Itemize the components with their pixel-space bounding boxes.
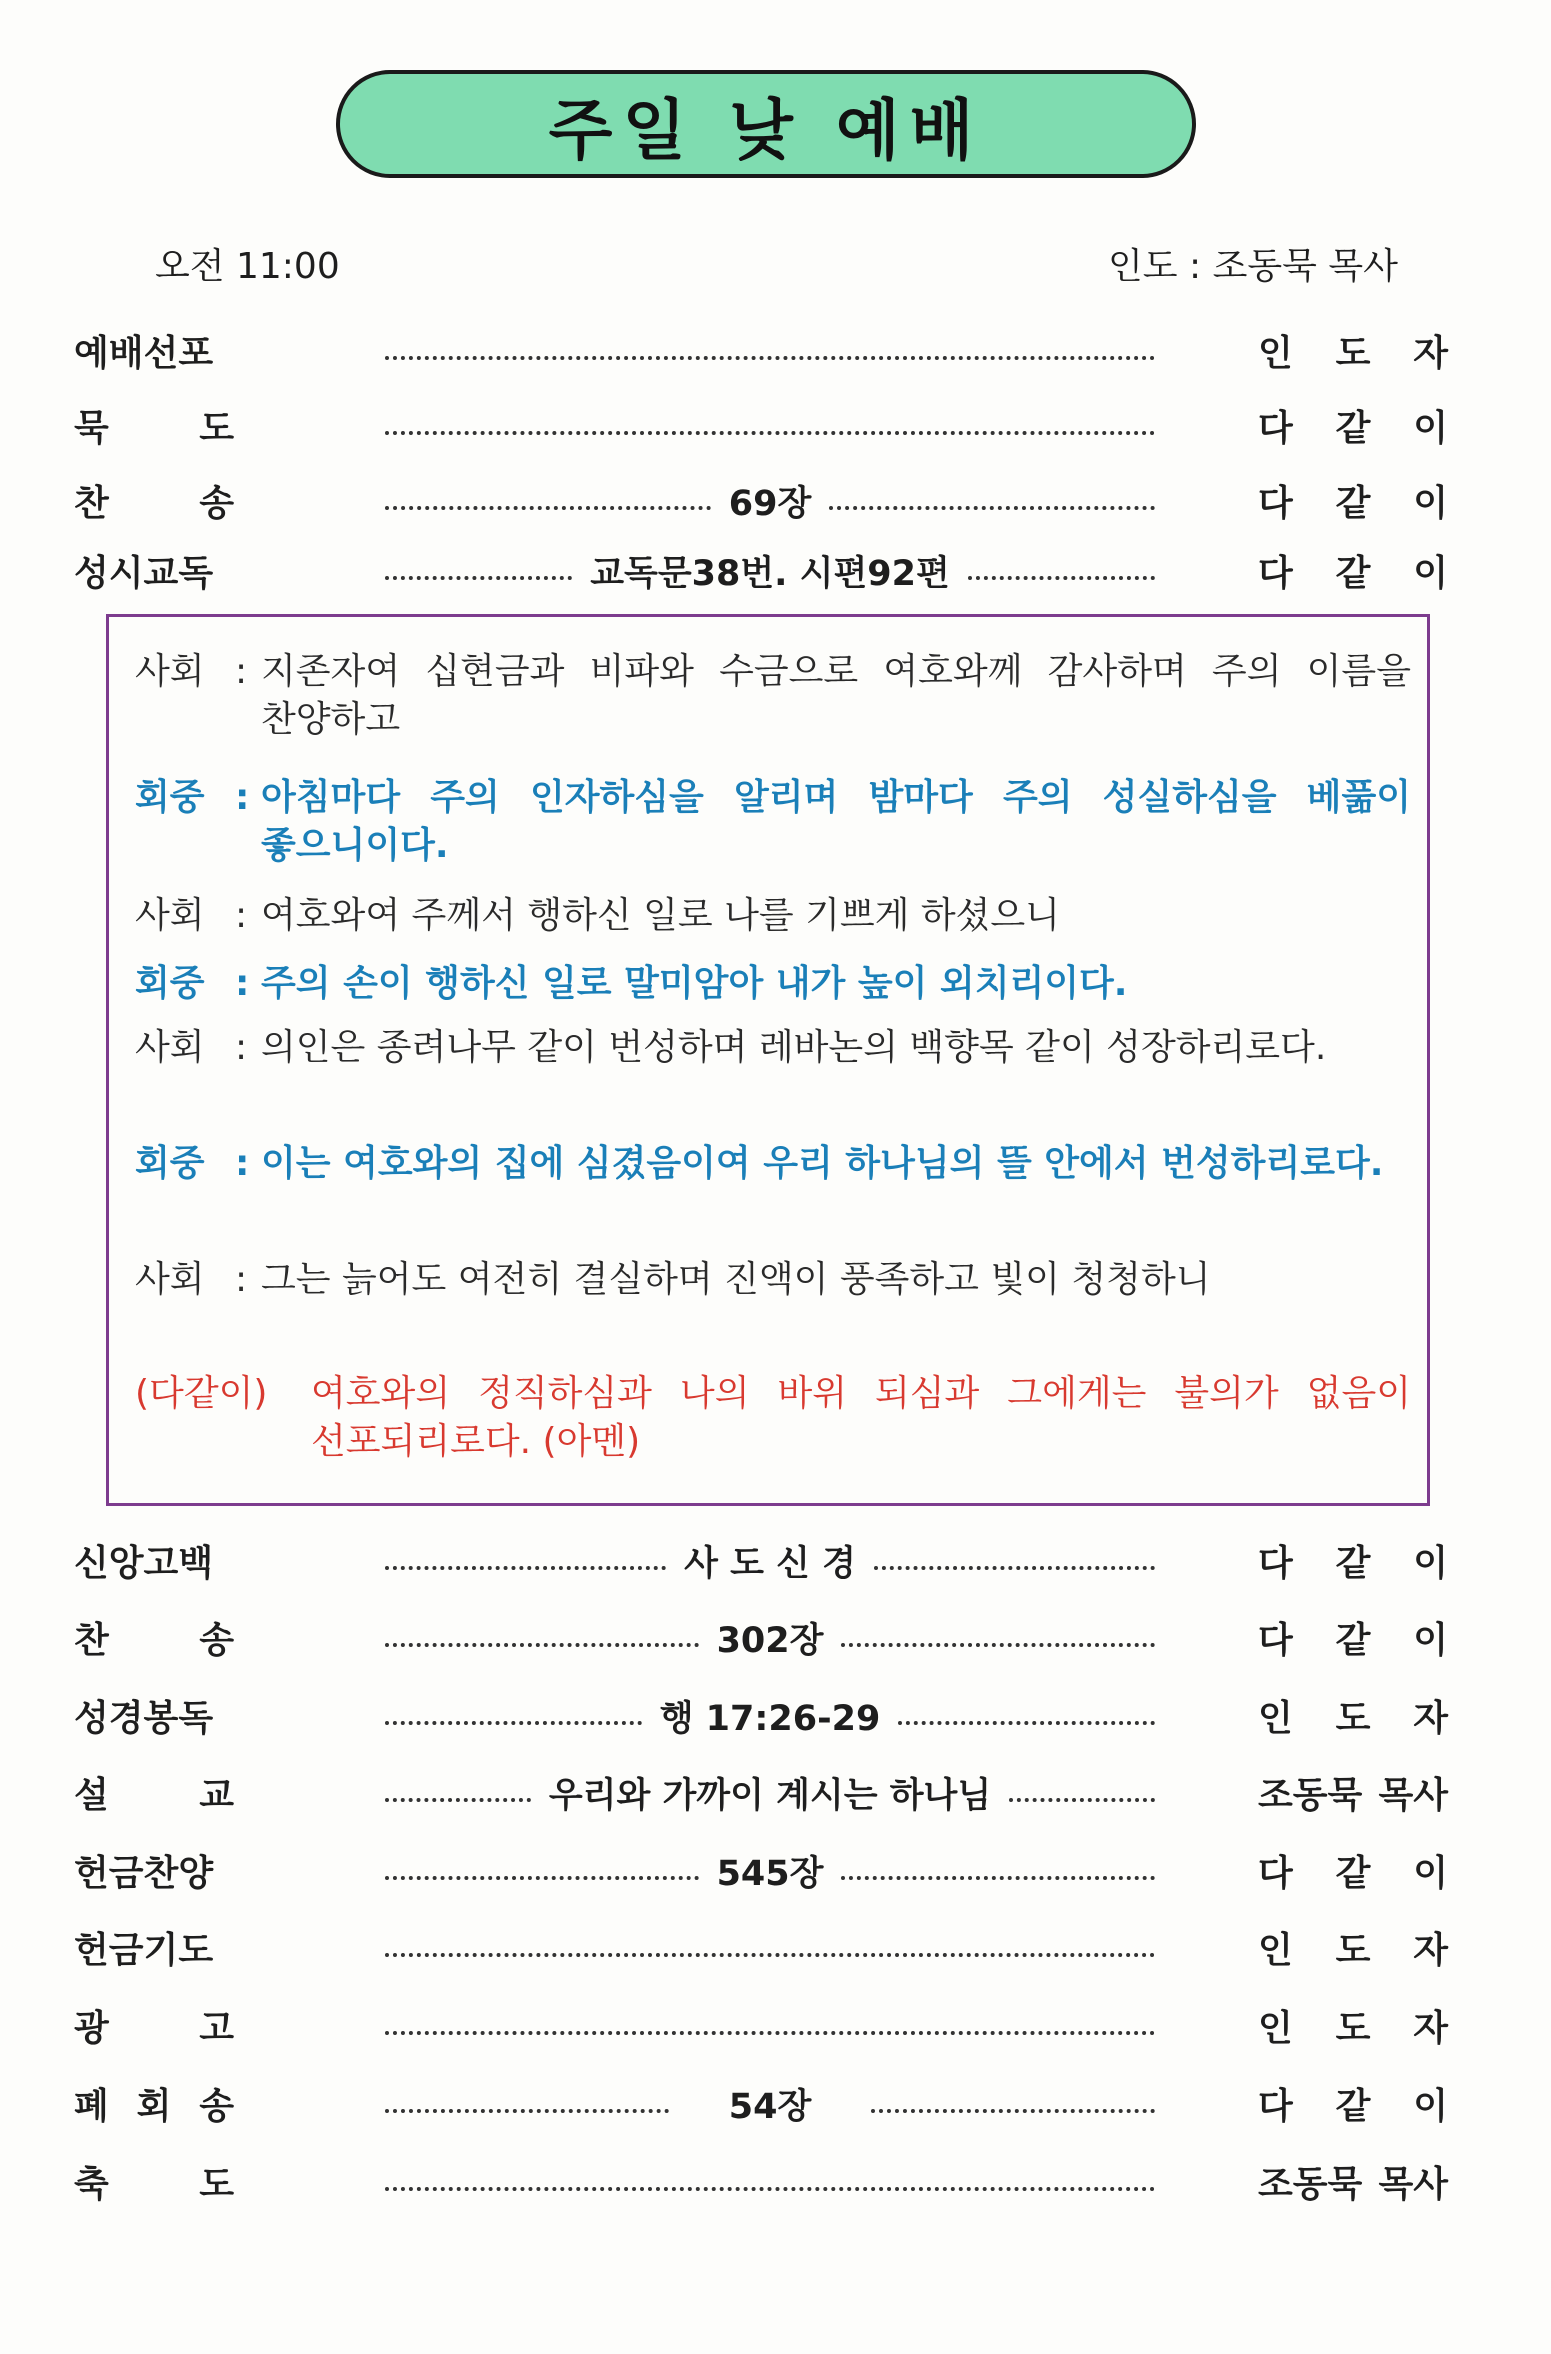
reading-text: 지존자여 십현금과 비파와 수금으로 여호와께 감사하며 주의 이름을 찬양하고	[261, 651, 1411, 740]
order-role: 다 같 이	[1258, 483, 1448, 524]
order-row	[0, 1845, 1551, 1905]
order-value: 사 도 신 경	[684, 1544, 856, 1584]
order-role: 인 도 자	[1258, 1698, 1448, 1739]
reading-text: 여호와여 주께서 행하신 일로 나를 기쁘게 하셨으니	[261, 895, 1060, 936]
page-title: 주일 낮 예배	[548, 91, 984, 169]
order-role: 조동묵 목사	[1258, 1775, 1448, 1816]
order-role: 다 같 이	[1258, 408, 1448, 449]
order-role: 다 같 이	[1258, 1853, 1448, 1894]
order-role: 인 도 자	[1258, 333, 1448, 374]
order-role: 다 같 이	[1258, 2086, 1448, 2127]
dot-leader	[385, 325, 1155, 377]
dot-leader	[385, 545, 1155, 597]
service-info	[0, 238, 1551, 288]
order-row	[0, 1612, 1551, 1672]
dot-leader	[385, 1612, 1155, 1664]
order-row	[0, 475, 1551, 535]
order-row	[0, 1767, 1551, 1827]
order-role: 인 도 자	[1258, 1930, 1448, 1971]
order-value: 302장	[716, 1621, 824, 1661]
dot-leader	[385, 2078, 1155, 2130]
order-value: 행 17:26-29	[659, 1699, 881, 1739]
reading-text: 그는 늙어도 여전히 결실하며 진액이 풍족하고 빛이 청청하니	[261, 1259, 1211, 1300]
order-value: 교독문38번. 시편92편	[590, 554, 950, 594]
order-role: 다 같 이	[1258, 1620, 1448, 1661]
dot-leader	[385, 1845, 1155, 1897]
order-row	[0, 1690, 1551, 1750]
reading-text: 아침마다 주의 인자하심을 알리며 밤마다 주의 성실하심을 베풂이 좋으니이다.	[261, 777, 1411, 866]
order-label: 헌금기도	[74, 1930, 214, 1971]
order-role: 다 같 이	[1258, 553, 1448, 594]
dot-leader	[385, 475, 1155, 527]
speaker: (다같이)	[135, 1373, 268, 1414]
order-row	[0, 1535, 1551, 1595]
order-row	[0, 2156, 1551, 2216]
order-label: 성경봉독	[74, 1698, 214, 1739]
order-label: 축 도	[74, 2164, 234, 2205]
order-label: 예배선포	[74, 333, 214, 374]
order-value: 우리와 가까이 계시는 하나님	[548, 1776, 992, 1816]
title-banner	[336, 70, 1196, 178]
dot-leader	[385, 1690, 1155, 1742]
reading-text: 이는 여호와의 집에 심겼음이여 우리 하나님의 뜰 안에서 번성하리로다.	[261, 1143, 1384, 1184]
order-label: 설 교	[74, 1775, 234, 1816]
order-role: 인 도 자	[1258, 2008, 1448, 2049]
order-label: 신앙고백	[74, 1543, 214, 1584]
order-row	[0, 2078, 1551, 2138]
order-value: 69장	[728, 484, 812, 524]
dot-leader	[385, 2000, 1155, 2052]
order-row	[0, 2000, 1551, 2060]
dot-leader	[385, 1535, 1155, 1587]
order-value: 545장	[716, 1854, 824, 1894]
order-label: 성시교독	[74, 553, 214, 594]
dot-leader	[385, 2156, 1155, 2208]
speaker: 사회	[135, 895, 205, 936]
dot-leader	[385, 400, 1155, 452]
order-value: 54장	[728, 2087, 812, 2127]
speaker: 회중	[135, 963, 205, 1004]
order-label: 찬 송	[74, 483, 234, 524]
dot-leader	[385, 1767, 1155, 1819]
order-label: 찬 송	[74, 1620, 234, 1661]
bulletin-page: 주일 낮 예배 오전 11:00 인도 : 조동묵 목사 예배선포 인 도 자 묵 도 다 같 이 찬 송 69장 다 같 이 성시교독 교독문38번. 시편92편 다 같 이 사회 : 지존자여 십현금과 비파와 수금으로 여호와께 감사하며 주의 이름을 찬양하고 회중 : 아침마다 주의 인자하심을 알리며 밤마다 주의 성실하심을 베풂이 좋으니이다. 사회 : 여호와여 주께서 행하신 일로 나를 기쁘게 하셨으니 회중 : 주의 손이 행하신 일로 말미암아 내가 높이 외치리이다. 사회 : 의인은 종려나무 같이 번성하며 레바논의 백향목 같이 성장하리로다. 회중 : 이는 여호와의 집에 심겼음이여 우리 하나님의 뜰 안에서 번성하리로다. 사회 : 그는 늙어도 여전히 결실하며 진액이 풍족하고 빛이 청청하니 (다같이) 여호와의 정직하심과 나의 바위 되심과 그에게는 불의가 없음이 선포되리로다. (아멘) 신앙고백 사 도 신 경 다 같 이 찬 송 302장 다 같 이 성경봉독 행 17:26-29 인 도 자 설 교 우리와 가까이 계시는 하나님 조동묵 목사 헌금찬양 545장 다 같 이 헌금기도 인 도 자 광 고 인 도 자 폐 회 송 54장 다 같 이 축 도 조동묵 목사	[0, 0, 1551, 2354]
order-row	[0, 325, 1551, 385]
speaker: 사회	[135, 1027, 205, 1068]
service-time: 오전 11:00	[155, 246, 340, 287]
speaker: 사회	[135, 651, 205, 692]
order-row	[0, 1922, 1551, 1982]
order-label: 묵 도	[74, 408, 234, 449]
reading-text: 주의 손이 행하신 일로 말미암아 내가 높이 외치리이다.	[261, 963, 1128, 1004]
order-row	[0, 545, 1551, 605]
order-role: 다 같 이	[1258, 1543, 1448, 1584]
speaker: 회중	[135, 777, 205, 818]
order-label: 헌금찬양	[74, 1853, 214, 1894]
order-row	[0, 400, 1551, 460]
speaker: 회중	[135, 1143, 205, 1184]
order-role: 조동묵 목사	[1258, 2164, 1448, 2205]
dot-leader	[385, 1922, 1155, 1974]
service-leader: 인도 : 조동묵 목사	[1108, 246, 1398, 287]
speaker: 사회	[135, 1259, 205, 1300]
order-label: 폐 회 송	[74, 2086, 234, 2127]
order-label: 광 고	[74, 2008, 234, 2049]
reading-text: 의인은 종려나무 같이 번성하며 레바논의 백향목 같이 성장하리로다.	[261, 1027, 1327, 1068]
reading-text: 여호와의 정직하심과 나의 바위 되심과 그에게는 불의가 없음이 선포되리로다. (아멘)	[311, 1373, 1411, 1462]
